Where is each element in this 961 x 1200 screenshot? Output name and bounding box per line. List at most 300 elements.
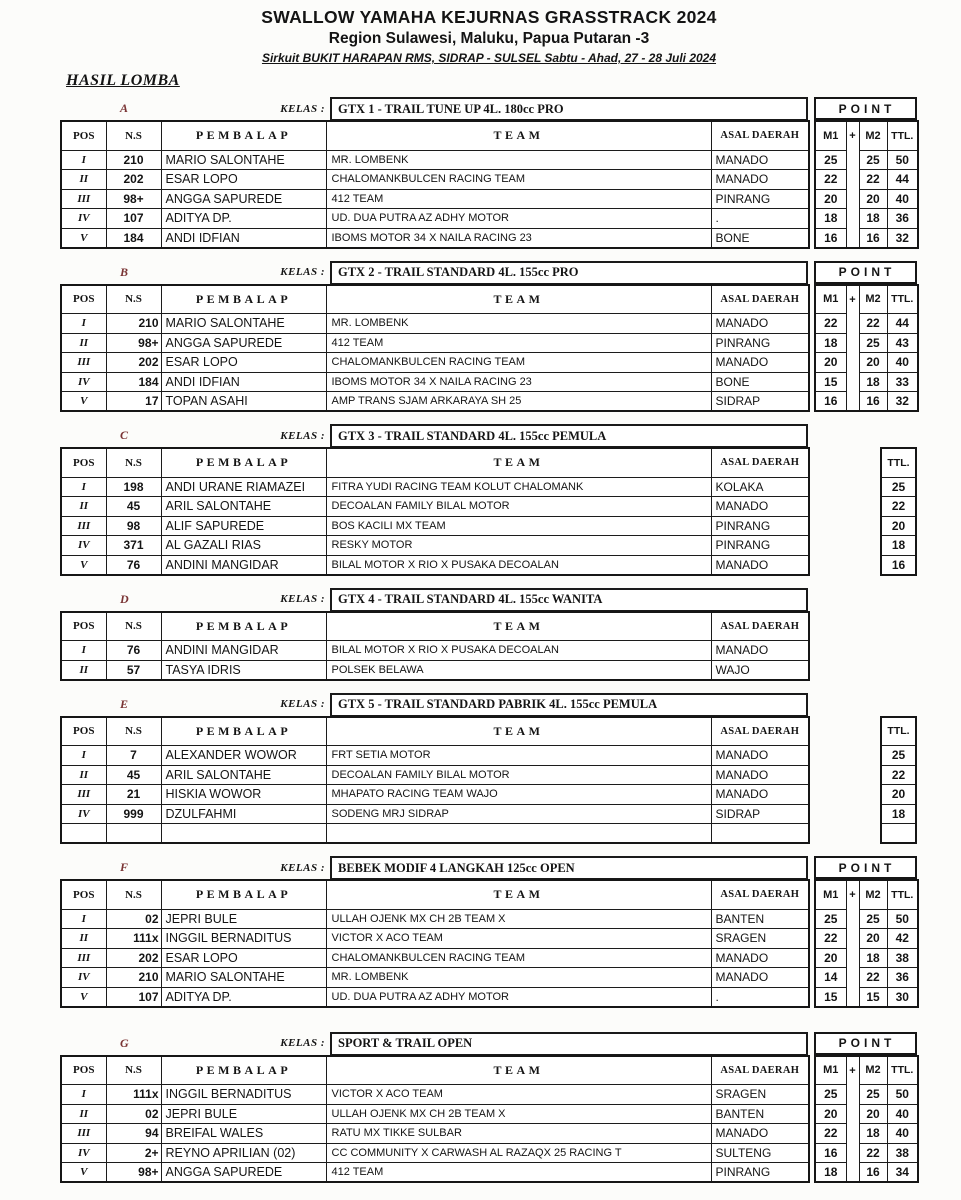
cell-ns: 198 xyxy=(106,477,161,497)
cell-m2: 20 xyxy=(859,353,887,373)
section-letter: F xyxy=(120,860,129,874)
point-header: POINT xyxy=(814,261,917,284)
cell-m1: 25 xyxy=(815,909,846,929)
table-row xyxy=(61,1124,809,1144)
cell-asal: MANADO xyxy=(711,314,809,334)
cell-team: IBOMS MOTOR 34 X NAILA RACING 23 xyxy=(326,372,711,392)
column-header-m2: M2 xyxy=(859,880,887,909)
table-row xyxy=(61,1163,809,1183)
column-header-asal: ASAL DAERAH xyxy=(711,1056,809,1085)
column-header-pembalap: PEMBALAP xyxy=(161,880,326,909)
cell-ttl: 43 xyxy=(887,333,918,353)
table-row xyxy=(61,189,809,209)
point-header: POINT xyxy=(814,97,917,120)
cell-ttl: 50 xyxy=(887,909,918,929)
section-letter: E xyxy=(120,696,129,711)
cell-pos: III xyxy=(61,785,106,805)
cell-pembalap: ANDINI MANGIDAR xyxy=(161,555,326,575)
table-row xyxy=(61,1143,809,1163)
column-header-ns: N.S xyxy=(106,1056,161,1085)
cell-m1: 20 xyxy=(815,1104,846,1124)
cell-asal: BANTEN xyxy=(711,1104,809,1124)
class-section-g xyxy=(60,1032,918,1184)
kelas-row xyxy=(60,261,808,284)
cell-plus xyxy=(846,909,859,929)
cell-pembalap: ANDI IDFIAN xyxy=(161,228,326,248)
table-row xyxy=(61,909,809,929)
cell-ns: 210 xyxy=(106,968,161,988)
cell-ttl: 38 xyxy=(887,1143,918,1163)
kelas-row xyxy=(60,424,808,447)
column-header-team: TEAM xyxy=(326,612,711,641)
cell-asal: MANADO xyxy=(711,555,809,575)
cell-team: DECOALAN FAMILY BILAL MOTOR xyxy=(326,497,711,517)
cell-ttl: 20 xyxy=(881,785,916,805)
column-header-plus: + xyxy=(846,880,859,909)
table-row xyxy=(61,1085,809,1105)
cell-team: CHALOMANKBULCEN RACING TEAM xyxy=(326,948,711,968)
column-header-ns: N.S xyxy=(106,612,161,641)
cell-pos: IV xyxy=(61,804,106,824)
section-main xyxy=(60,261,808,413)
cell-team: VICTOR X ACO TEAM xyxy=(326,929,711,949)
kelas-label: KELAS : xyxy=(280,593,325,605)
column-header-m2: M2 xyxy=(859,285,887,314)
table-row xyxy=(61,785,809,805)
points-row xyxy=(815,1085,918,1105)
cell-team: DECOALAN FAMILY BILAL MOTOR xyxy=(326,765,711,785)
cell-ns: 21 xyxy=(106,785,161,805)
table-row xyxy=(61,392,809,412)
cell-pos: III xyxy=(61,1124,106,1144)
cell-team: UD. DUA PUTRA AZ ADHY MOTOR xyxy=(326,209,711,229)
cell-m1: 15 xyxy=(815,372,846,392)
cell-ttl: 32 xyxy=(887,392,918,412)
class-name: GTX 2 - TRAIL STANDARD 4L. 155cc PRO xyxy=(330,261,808,284)
cell-pos: III xyxy=(61,948,106,968)
column-header-m1: M1 xyxy=(815,285,846,314)
cell-ns: 371 xyxy=(106,536,161,556)
cell-asal: PINRANG xyxy=(711,189,809,209)
kelas-label: KELAS : xyxy=(280,698,325,710)
table-row xyxy=(61,536,809,556)
class-name: GTX 1 - TRAIL TUNE UP 4L. 180cc PRO xyxy=(330,97,808,120)
cell-pos: I xyxy=(61,746,106,766)
cell-plus xyxy=(846,209,859,229)
ttl-row xyxy=(881,536,916,556)
cell-m2: 20 xyxy=(859,1104,887,1124)
cell-ns: 02 xyxy=(106,1104,161,1124)
cell-ttl: 42 xyxy=(887,929,918,949)
cell-asal: PINRANG xyxy=(711,1163,809,1183)
cell-pembalap: ESAR LOPO xyxy=(161,948,326,968)
column-header-asal: ASAL DAERAH xyxy=(711,121,809,150)
cell-team: BILAL MOTOR X RIO X PUSAKA DECOALAN xyxy=(326,555,711,575)
cell-asal: PINRANG xyxy=(711,333,809,353)
column-header-asal: ASAL DAERAH xyxy=(711,448,809,477)
ttl-row xyxy=(881,785,916,805)
cell-pembalap: MARIO SALONTAHE xyxy=(161,314,326,334)
section-main xyxy=(60,693,808,845)
cell-plus xyxy=(846,353,859,373)
cell-team: AMP TRANS SJAM ARKARAYA SH 25 xyxy=(326,392,711,412)
cell-pos: IV xyxy=(61,536,106,556)
ttl-row xyxy=(881,497,916,517)
cell-ttl: 18 xyxy=(881,804,916,824)
column-header-m1: M1 xyxy=(815,121,846,150)
table-row xyxy=(61,929,809,949)
points-block xyxy=(814,261,917,413)
point-header: POINT xyxy=(814,856,917,879)
cell-ttl: 50 xyxy=(887,150,918,170)
cell-ttl: 34 xyxy=(887,1163,918,1183)
cell-ns: 98+ xyxy=(106,1163,161,1183)
cell-plus xyxy=(846,948,859,968)
cell-pembalap: ANGGA SAPUREDE xyxy=(161,333,326,353)
column-header-pos: POS xyxy=(61,717,106,746)
column-header-pembalap: PEMBALAP xyxy=(161,448,326,477)
kelas-label: KELAS : xyxy=(280,1037,325,1049)
results-table-header-row xyxy=(61,1056,809,1085)
table-row xyxy=(61,660,809,680)
column-header-plus: + xyxy=(846,1056,859,1085)
cell-ns: 57 xyxy=(106,660,161,680)
cell-ns: 184 xyxy=(106,228,161,248)
cell-team xyxy=(326,824,711,844)
cell-asal: MANADO xyxy=(711,785,809,805)
cell-pembalap: ESAR LOPO xyxy=(161,170,326,190)
ttl-row xyxy=(881,804,916,824)
document-subtitle: Region Sulawesi, Maluku, Papua Putaran -3 xyxy=(328,30,650,47)
cell-pos: I xyxy=(61,314,106,334)
cell-ns: 98+ xyxy=(106,333,161,353)
cell-ttl: 44 xyxy=(887,314,918,334)
column-header-pos: POS xyxy=(61,285,106,314)
results-table xyxy=(60,447,810,576)
cell-asal: PINRANG xyxy=(711,536,809,556)
column-header-m2: M2 xyxy=(859,121,887,150)
column-header-team: TEAM xyxy=(326,880,711,909)
cell-ns: 202 xyxy=(106,353,161,373)
cell-team: FRT SETIA MOTOR xyxy=(326,746,711,766)
cell-m2: 20 xyxy=(859,189,887,209)
cell-asal: BONE xyxy=(711,228,809,248)
ttl-block xyxy=(814,424,917,576)
cell-m2: 25 xyxy=(859,1085,887,1105)
table-row xyxy=(61,170,809,190)
ttl-row xyxy=(881,516,916,536)
column-header-pos: POS xyxy=(61,121,106,150)
cell-asal: MANADO xyxy=(711,353,809,373)
results-table-header-row xyxy=(61,285,809,314)
table-row xyxy=(61,477,809,497)
points-row xyxy=(815,209,918,229)
cell-ns: 45 xyxy=(106,497,161,517)
cell-pembalap: ALEXANDER WOWOR xyxy=(161,746,326,766)
table-row xyxy=(61,333,809,353)
section-main xyxy=(60,1032,808,1184)
column-header-ns: N.S xyxy=(106,880,161,909)
cell-pembalap: ARIL SALONTAHE xyxy=(161,497,326,517)
cell-asal: MANADO xyxy=(711,150,809,170)
points-row xyxy=(815,929,918,949)
cell-m1: 22 xyxy=(815,170,846,190)
cell-plus xyxy=(846,1085,859,1105)
cell-pos: II xyxy=(61,660,106,680)
results-table xyxy=(60,1055,810,1184)
class-name: SPORT & TRAIL OPEN xyxy=(330,1032,808,1055)
table-row xyxy=(61,150,809,170)
cell-asal: BANTEN xyxy=(711,909,809,929)
cell-pembalap: AL GAZALI RIAS xyxy=(161,536,326,556)
cell-ttl: 22 xyxy=(881,765,916,785)
cell-ns: 98 xyxy=(106,516,161,536)
column-header-ns: N.S xyxy=(106,121,161,150)
cell-ttl: 38 xyxy=(887,948,918,968)
ttl-table xyxy=(880,447,917,576)
cell-plus xyxy=(846,987,859,1007)
cell-asal: MANADO xyxy=(711,746,809,766)
cell-m2: 18 xyxy=(859,948,887,968)
cell-pos: V xyxy=(61,555,106,575)
cell-plus xyxy=(846,392,859,412)
cell-m1: 18 xyxy=(815,1163,846,1183)
column-header-pembalap: PEMBALAP xyxy=(161,717,326,746)
column-header-asal: ASAL DAERAH xyxy=(711,285,809,314)
cell-ns: 184 xyxy=(106,372,161,392)
ttl-row xyxy=(881,824,916,844)
results-table xyxy=(60,716,810,845)
cell-ttl: 32 xyxy=(887,228,918,248)
cell-plus xyxy=(846,1104,859,1124)
points-table xyxy=(814,284,919,413)
cell-pembalap: HISKIA WOWOR xyxy=(161,785,326,805)
section-letter: C xyxy=(120,428,129,442)
column-header-m2: M2 xyxy=(859,1056,887,1085)
cell-pos: III xyxy=(61,516,106,536)
table-row xyxy=(61,314,809,334)
table-row xyxy=(61,209,809,229)
table-row xyxy=(61,804,809,824)
cell-pos: I xyxy=(61,477,106,497)
cell-plus xyxy=(846,228,859,248)
column-header-pembalap: PEMBALAP xyxy=(161,1056,326,1085)
cell-pembalap: ANDI URANE RIAMAZEI xyxy=(161,477,326,497)
cell-m1: 16 xyxy=(815,392,846,412)
cell-ns: 02 xyxy=(106,909,161,929)
column-header-pos: POS xyxy=(61,880,106,909)
table-row xyxy=(61,968,809,988)
cell-ttl: 44 xyxy=(887,170,918,190)
cell-team: CC COMMUNITY X CARWASH AL RAZAQX 25 RACING T xyxy=(326,1143,711,1163)
cell-ttl: 30 xyxy=(887,987,918,1007)
cell-ns: 76 xyxy=(106,641,161,661)
cell-pembalap: JEPRI BULE xyxy=(161,1104,326,1124)
cell-plus xyxy=(846,1163,859,1183)
cell-plus xyxy=(846,150,859,170)
cell-team: FITRA YUDI RACING TEAM KOLUT CHALOMANK xyxy=(326,477,711,497)
cell-pos: IV xyxy=(61,372,106,392)
cell-pos: IV xyxy=(61,1143,106,1163)
cell-pembalap: ANDI IDFIAN xyxy=(161,372,326,392)
cell-m2: 16 xyxy=(859,392,887,412)
cell-pembalap: MARIO SALONTAHE xyxy=(161,150,326,170)
document-title: SWALLOW YAMAHA KEJURNAS GRASSTRACK 2024 xyxy=(261,7,717,27)
cell-m2: 18 xyxy=(859,209,887,229)
cell-team: POLSEK BELAWA xyxy=(326,660,711,680)
points-row xyxy=(815,333,918,353)
points-block xyxy=(814,1032,917,1184)
column-header-ttl: TTL. xyxy=(881,717,916,746)
results-table xyxy=(60,284,810,413)
kelas-label: KELAS : xyxy=(280,102,325,115)
points-block xyxy=(814,97,917,249)
points-header-row xyxy=(815,880,918,909)
table-row xyxy=(61,948,809,968)
table-row xyxy=(61,824,809,844)
cell-m2: 22 xyxy=(859,968,887,988)
cell-ttl: 25 xyxy=(881,477,916,497)
cell-team: RATU MX TIKKE SULBAR xyxy=(326,1124,711,1144)
cell-m2: 22 xyxy=(859,1143,887,1163)
cell-m1: 15 xyxy=(815,987,846,1007)
class-name: GTX 5 - TRAIL STANDARD PABRIK 4L. 155cc PEMULA xyxy=(330,693,808,716)
column-header-team: TEAM xyxy=(326,1056,711,1085)
cell-asal: . xyxy=(711,209,809,229)
column-header-team: TEAM xyxy=(326,121,711,150)
cell-asal: SRAGEN xyxy=(711,1085,809,1105)
cell-plus xyxy=(846,968,859,988)
cell-plus xyxy=(846,1143,859,1163)
cell-ttl: 22 xyxy=(881,497,916,517)
points-row xyxy=(815,987,918,1007)
cell-pos: II xyxy=(61,765,106,785)
cell-pembalap: DZULFAHMI xyxy=(161,804,326,824)
cell-pembalap: ARIL SALONTAHE xyxy=(161,765,326,785)
cell-m2: 18 xyxy=(859,372,887,392)
cell-asal: BONE xyxy=(711,372,809,392)
cell-pos: I xyxy=(61,1085,106,1105)
column-header-pos: POS xyxy=(61,1056,106,1085)
cell-pembalap: ESAR LOPO xyxy=(161,353,326,373)
class-name: GTX 3 - TRAIL STANDARD 4L. 155cc PEMULA xyxy=(330,424,808,447)
table-row xyxy=(61,1104,809,1124)
cell-pos: I xyxy=(61,641,106,661)
results-table-header-row xyxy=(61,121,809,150)
section-main xyxy=(60,424,808,576)
points-row xyxy=(815,353,918,373)
cell-asal: SIDRAP xyxy=(711,804,809,824)
cell-asal: MANADO xyxy=(711,765,809,785)
column-header-m1: M1 xyxy=(815,1056,846,1085)
cell-team: SODENG MRJ SIDRAP xyxy=(326,804,711,824)
cell-pos: II xyxy=(61,333,106,353)
class-section-a xyxy=(60,97,918,249)
cell-ns: 2+ xyxy=(106,1143,161,1163)
cell-ns: 202 xyxy=(106,170,161,190)
cell-team: 412 TEAM xyxy=(326,1163,711,1183)
ttl-header-row xyxy=(881,448,916,477)
cell-m1: 14 xyxy=(815,968,846,988)
cell-ns xyxy=(106,824,161,844)
cell-ttl: 20 xyxy=(881,516,916,536)
column-header-m1: M1 xyxy=(815,880,846,909)
document-header xyxy=(60,7,918,65)
cell-pos: V xyxy=(61,1163,106,1183)
cell-team: BILAL MOTOR X RIO X PUSAKA DECOALAN xyxy=(326,641,711,661)
cell-asal: MANADO xyxy=(711,641,809,661)
column-header-ns: N.S xyxy=(106,285,161,314)
cell-m2: 25 xyxy=(859,909,887,929)
ttl-header-row xyxy=(881,717,916,746)
class-name: GTX 4 - TRAIL STANDARD 4L. 155cc WANITA xyxy=(330,588,808,611)
cell-ttl: 36 xyxy=(887,209,918,229)
results-table xyxy=(60,120,810,249)
column-header-team: TEAM xyxy=(326,448,711,477)
cell-asal: SIDRAP xyxy=(711,392,809,412)
column-header-pos: POS xyxy=(61,448,106,477)
cell-pembalap: REYNO APRILIAN (02) xyxy=(161,1143,326,1163)
cell-pos: II xyxy=(61,497,106,517)
results-table-header-row xyxy=(61,717,809,746)
cell-pembalap: INGGIL BERNADITUS xyxy=(161,929,326,949)
ttl-spacer xyxy=(814,424,917,447)
cell-plus xyxy=(846,1124,859,1144)
cell-asal xyxy=(711,824,809,844)
cell-m2: 25 xyxy=(859,333,887,353)
cell-m2: 16 xyxy=(859,1163,887,1183)
ttl-block xyxy=(814,693,917,845)
cell-ttl: 40 xyxy=(887,1124,918,1144)
cell-pos: I xyxy=(61,909,106,929)
points-table xyxy=(814,879,919,1008)
point-header: POINT xyxy=(814,1032,917,1055)
cell-plus xyxy=(846,333,859,353)
cell-ttl: 40 xyxy=(887,189,918,209)
column-header-ns: N.S xyxy=(106,448,161,477)
cell-ns: 45 xyxy=(106,765,161,785)
cell-m1: 20 xyxy=(815,189,846,209)
kelas-row xyxy=(60,693,808,716)
results-table-header-row xyxy=(61,612,809,641)
points-row xyxy=(815,170,918,190)
table-row xyxy=(61,228,809,248)
cell-m1: 22 xyxy=(815,314,846,334)
column-header-asal: ASAL DAERAH xyxy=(711,612,809,641)
class-name: BEBEK MODIF 4 LANGKAH 125cc OPEN xyxy=(330,856,808,879)
cell-m1: 18 xyxy=(815,333,846,353)
cell-team: VICTOR X ACO TEAM xyxy=(326,1085,711,1105)
cell-m2: 20 xyxy=(859,929,887,949)
cell-m1: 22 xyxy=(815,1124,846,1144)
class-section-f xyxy=(60,856,918,1008)
cell-ttl: 18 xyxy=(881,536,916,556)
points-table xyxy=(814,1055,919,1184)
cell-m2: 16 xyxy=(859,228,887,248)
table-row xyxy=(61,746,809,766)
cell-m1: 18 xyxy=(815,209,846,229)
points-row xyxy=(815,150,918,170)
kelas-row xyxy=(60,588,808,611)
cell-ttl: 40 xyxy=(887,1104,918,1124)
column-header-ttl: TTL. xyxy=(887,880,918,909)
ttl-row xyxy=(881,477,916,497)
cell-asal: MANADO xyxy=(711,170,809,190)
cell-ns: 111x xyxy=(106,929,161,949)
cell-pembalap: ADITYA DP. xyxy=(161,209,326,229)
cell-m1: 22 xyxy=(815,929,846,949)
class-section-c xyxy=(60,424,918,576)
